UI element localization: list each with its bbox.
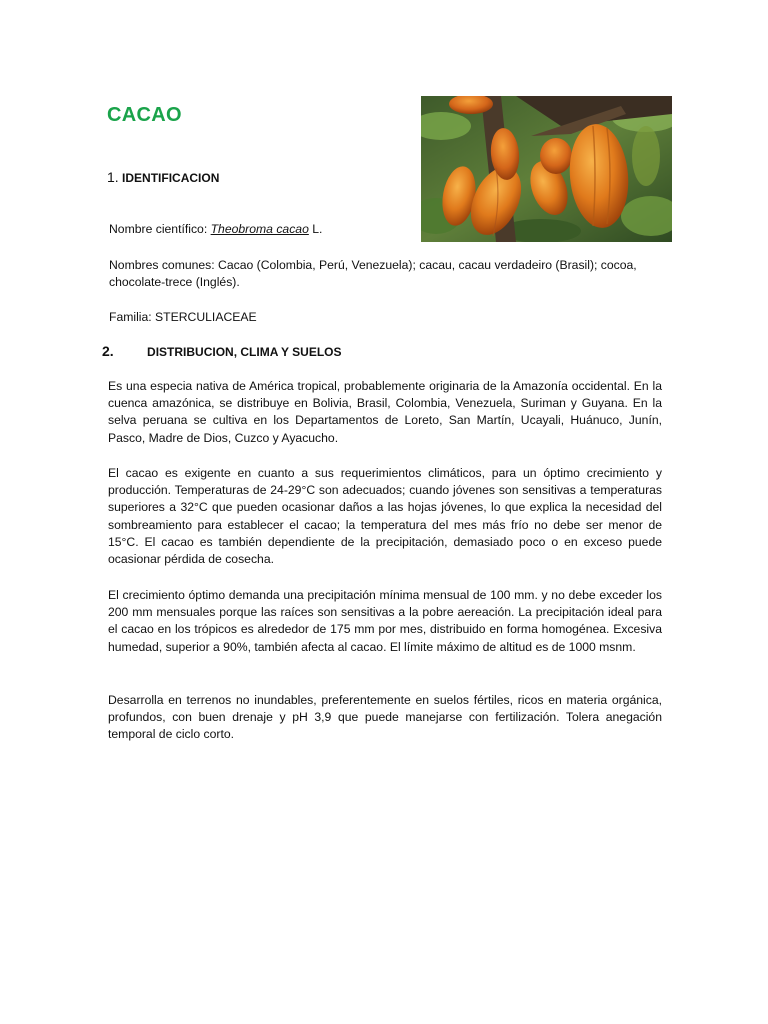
section-number: 1. <box>107 169 119 185</box>
paragraph-distribution: Es una especia nativa de América tropical, probablemente originaria de la Amazonía occidental. En la cuenca amazónica, se distribuye en Bolivia, Brasil, Colombia, Venezuela, Suriman y Guyana. En la selva peruana se cultiva en los Departamentos de Loreto, San Martín, Ucayali, Huánuco, Junín, Pasco, Madre de Dios, Cuzco y Ayacucho. <box>108 379 662 445</box>
document-title: CACAO <box>107 104 182 126</box>
section-heading-distribucion <box>102 343 342 359</box>
section-number: 2. <box>102 343 114 359</box>
section-heading-text: IDENTIFICACION <box>122 171 220 185</box>
scientific-name-line <box>109 221 664 238</box>
scientific-name: Theobroma cacao <box>210 222 309 236</box>
paragraph-climate: El cacao es exigente en cuanto a sus requerimientos climáticos, para un óptimo crecimiento y producción. Temperaturas de 24-29°C son adecuados; cuando jóvenes son sensitivas a temperaturas superiores a 32°C que pueden ocasionar daños a las hojas jóvenes, lo que explica la necesidad del sombreamiento para establecer el cacao; la temperatura del mes más frío no debe ser menor de 15°C. El cacao es también dependiente de la precipitación, demasiado poco o en exceso puede ocasionar pérdida de cosecha. <box>108 466 662 567</box>
section-heading-identificacion <box>107 169 219 185</box>
section-heading-text: DISTRIBUCION, CLIMA Y SUELOS <box>147 345 342 359</box>
scientific-name-label: Nombre científico: <box>109 222 211 236</box>
family-line: Familia: STERCULIACEAE <box>109 310 257 324</box>
common-names-line: Nombres comunes: Cacao (Colombia, Perú, Venezuela); cacau, cacau verdadeiro (Brasil); cocoa, chocolate-trece (Inglés). <box>109 258 637 289</box>
paragraph-soils: Desarrolla en terrenos no inundables, preferentemente en suelos fértiles, ricos en materia orgánica, profundos, con buen drenaje y pH 3,9 que puede manejarse con fertilización. Tolera anegación temporal de ciclo corto. <box>108 693 662 742</box>
scientific-name-suffix: L. <box>308 222 323 236</box>
paragraph-precipitation: El crecimiento óptimo demanda una precipitación mínima mensual de 100 mm. y no debe exceder los 200 mm mensuales porque las raíces son sensitivas a la pobre aereación. La precipitación ideal para el cacao en los trópicos es alrededor de 175 mm por mes, distribuido en forma homogénea. Excesiva humedad, superior a 90%, también afecta al cacao. El límite máximo de altitud es de 1000 msnm. <box>108 588 662 654</box>
